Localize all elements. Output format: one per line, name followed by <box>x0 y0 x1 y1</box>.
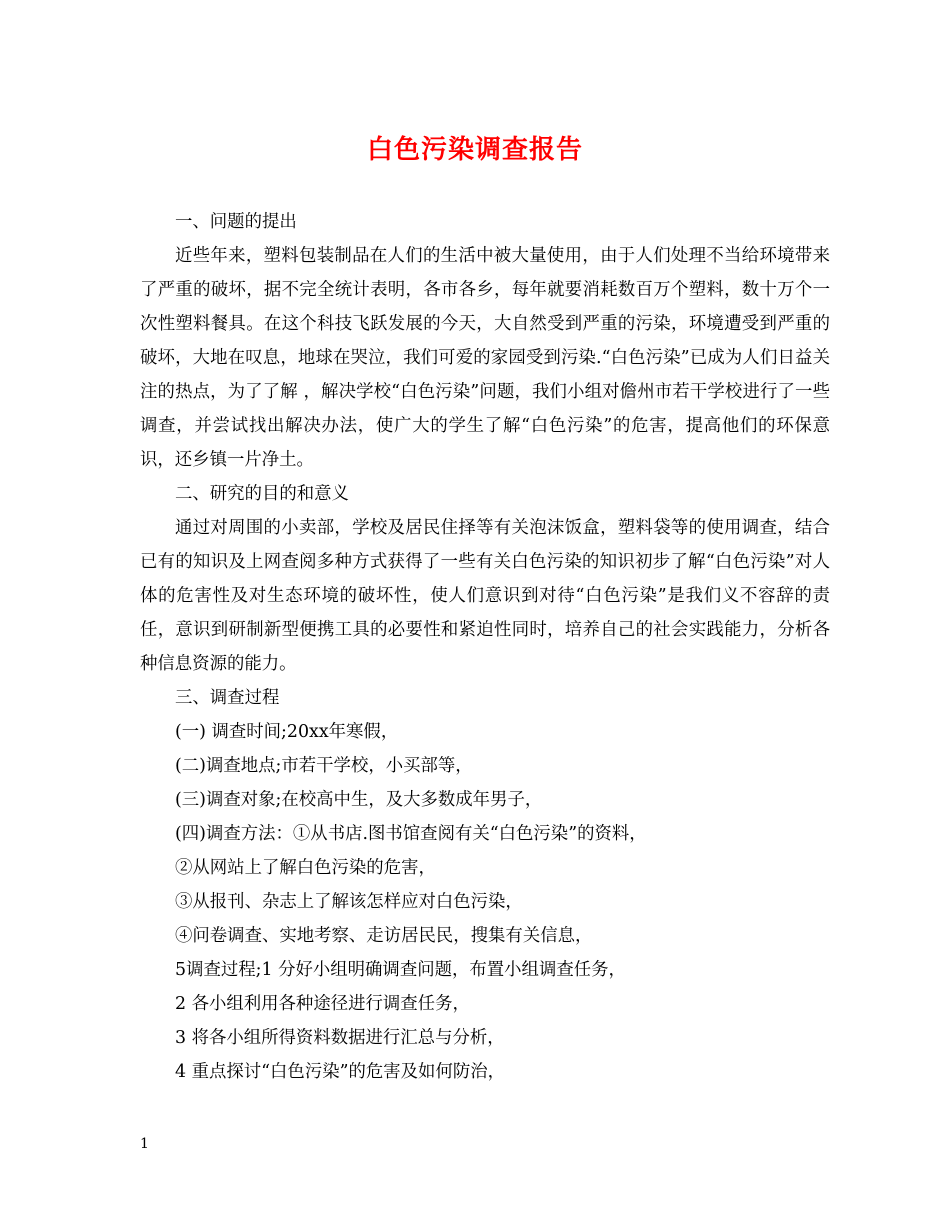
section-heading-1: 一、问题的提出 <box>175 212 297 232</box>
section-paragraph-1: 近些年来，塑料包装制品在人们的生活中被大量使用，由于人们处理不当给环境带来了严重的破坏，据不完全统计表明，各市各乡，每年就要消耗数百万个塑料，数十万个一次性塑料餐具。在这个科技飞跃发展的今天，大自然受到严重的污染，环境遭受到严重的破坏，大地在叹息，地球在哭泣，我们可爱的家园受到污染.“白色污染”已成为人们日益关注的热点，为了了解 ，解决学校“白色污染”问题，我们小组对儋州市若干学校进行了一些调查，并尝试找出解决办法，使广大的学生了解“白色污染”的危害，提高他们的环保意识，还乡镇一片净土。 <box>140 246 830 470</box>
process-item: 2 各小组利用各种途径进行调查任务， <box>175 994 470 1014</box>
section-paragraph-2: 通过对周围的小卖部，学校及居民住择等有关泡沫饭盒，塑料袋等的使用调查，结合已有的知识及上网查阅多种方式获得了一些有关白色污染的知识初步了解“白色污染”对人体的危害性及对生态环境的破坏性，使人们意识到对待“白色污染”是我们义不容辞的责任，意识到研制新型便携工具的必要性和紧迫性同时，培养自己的社会实践能力，分析各种信息资源的能力。 <box>140 518 830 674</box>
process-item: 5调查过程;1 分好小组明确调查问题，布置小组调查任务， <box>175 960 626 980</box>
process-item: (四)调查方法：①从书店.图书馆查阅有关“白色污染”的资料， <box>175 824 647 844</box>
process-item: ②从网站上了解白色污染的危害， <box>175 858 436 878</box>
process-item: (一) 调查时间;20xx年寒假， <box>175 722 399 742</box>
section-heading-3: 三、调查过程 <box>175 688 280 708</box>
document-title: 白色污染调查报告 <box>366 135 583 165</box>
process-item: (二)调查地点;市若干学校，小买部等， <box>175 756 473 776</box>
process-item: 3 将各小组所得资料数据进行汇总与分析， <box>175 1028 505 1048</box>
process-item: ③从报刊、杂志上了解该怎样应对白色污染， <box>175 892 523 912</box>
process-item: 4 重点探讨“白色污染”的危害及如何防治， <box>175 1062 506 1082</box>
section-heading-2: 二、研究的目的和意义 <box>175 484 349 504</box>
page-number: 1 <box>140 1136 149 1152</box>
document-body <box>140 205 830 1089</box>
process-item: ④问卷调查、实地考察、走访居民民，搜集有关信息， <box>175 926 593 946</box>
process-item: (三)调查对象;在校高中生，及大多数成年男子， <box>175 790 543 810</box>
